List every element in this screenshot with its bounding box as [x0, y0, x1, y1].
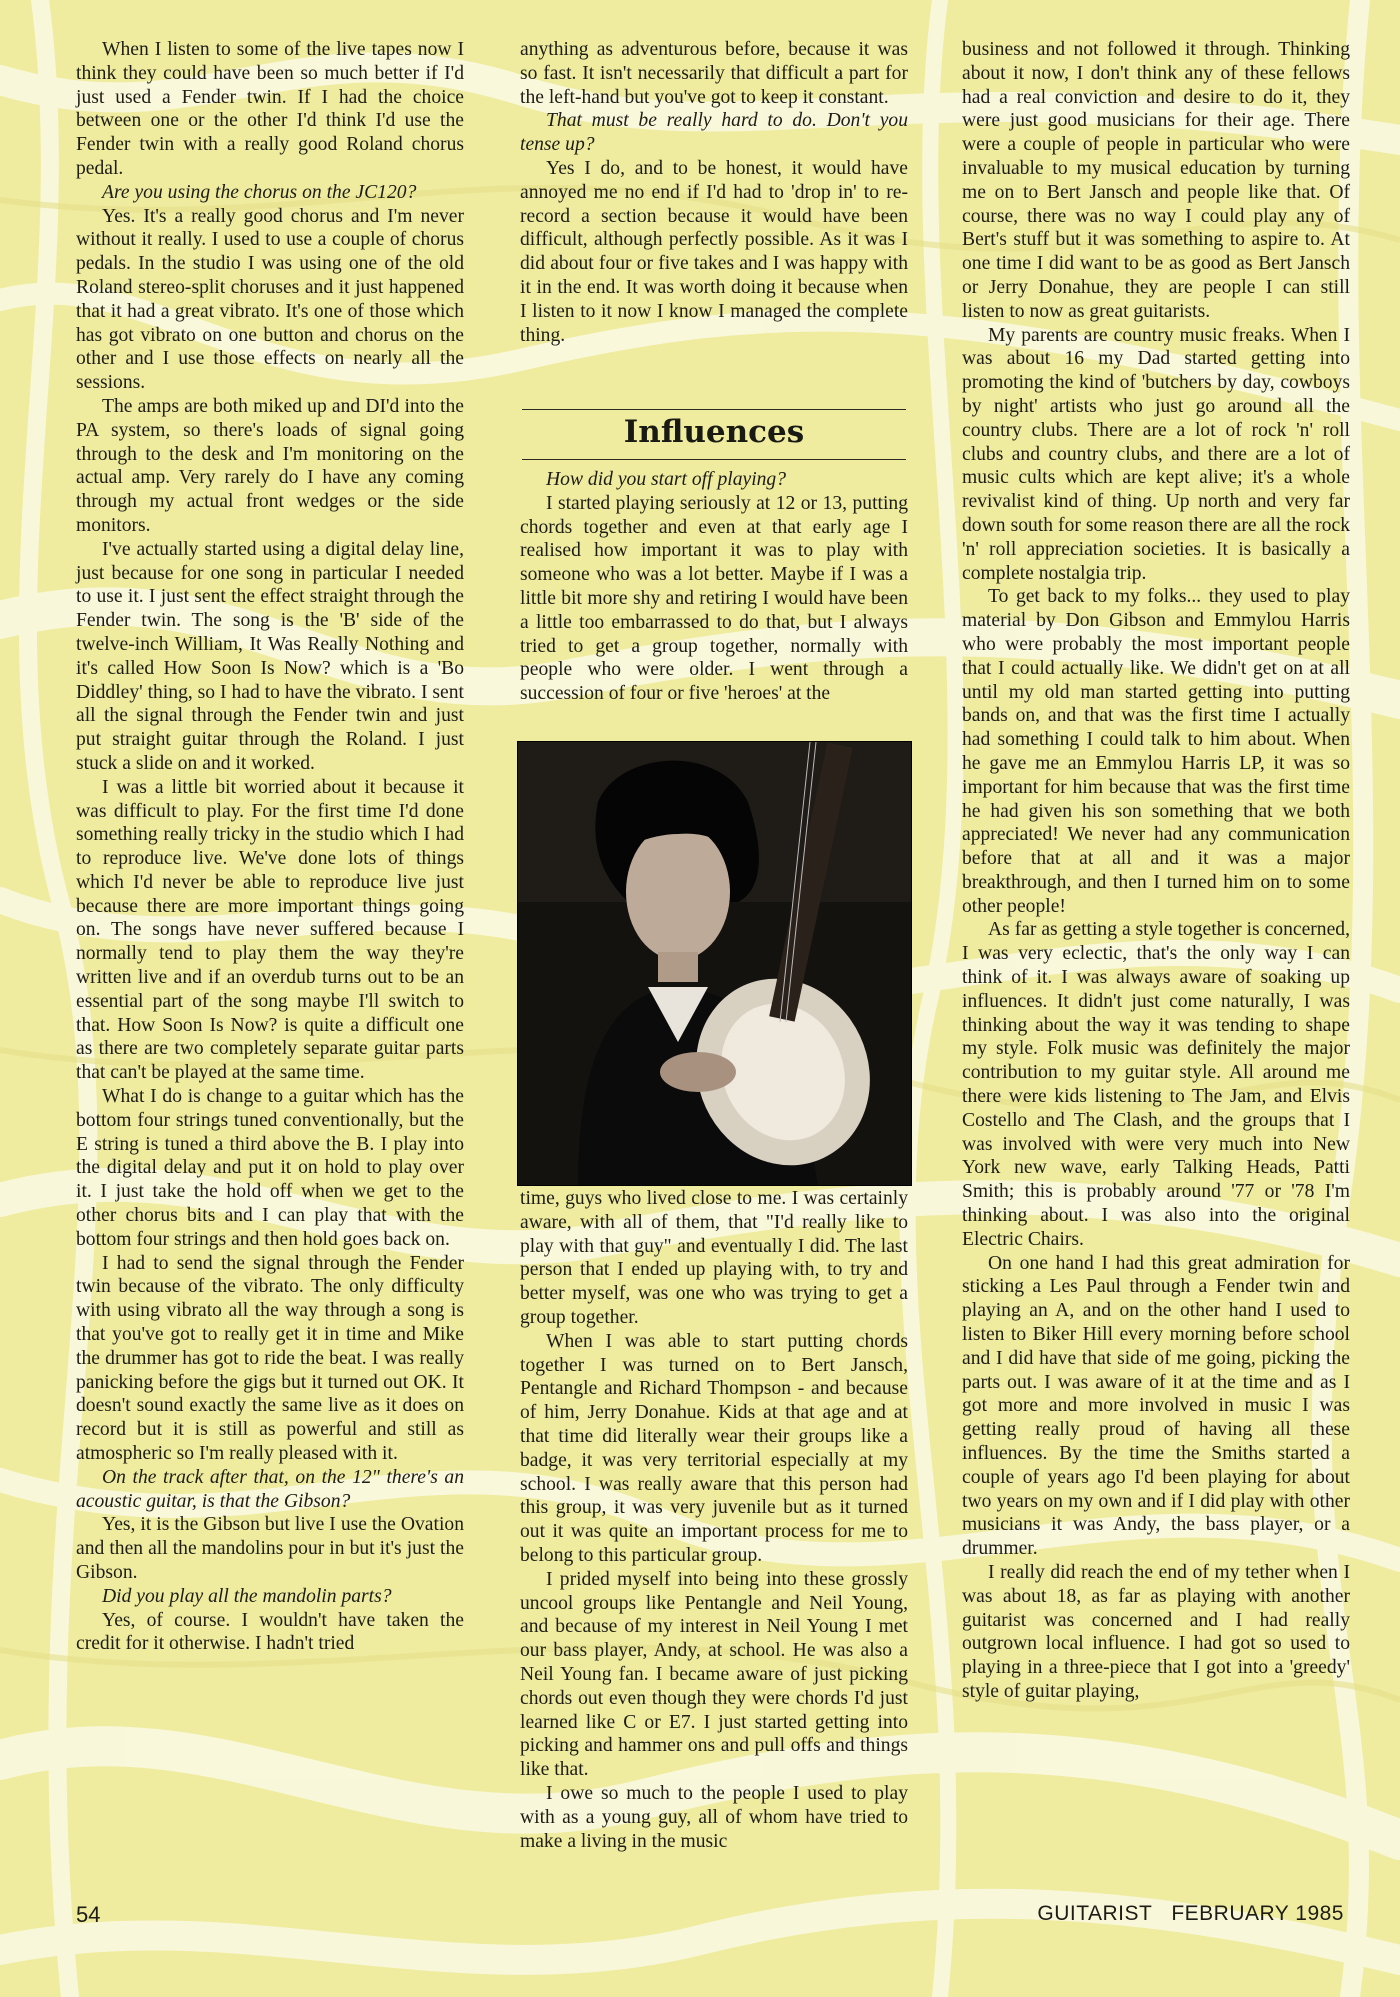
paragraph: I really did reach the end of my tether when I was about 18, as far as playing with another guitarist was concerned and I had really outgrown local influence. I had got so used to playing in a three-piece that I got into a 'greedy' style of guitar playing,	[962, 1562, 1350, 1702]
paragraph: Yes, it is the Gibson but live I use the Ovation and then all the mandolins pour in but it's just the Gibson.	[76, 1514, 464, 1583]
paragraph: The amps are both miked up and DI'd into the PA system, so there's loads of signal going through to the desk and I'm monitoring on the actual amp. Very rarely do I have any coming through my actual front wedges or the side monitors.	[76, 395, 464, 536]
section-heading: Influences	[623, 414, 805, 450]
paragraph: I prided myself into being into these grossly uncool groups like Pentangle and Neil Young, and because of my interest in Neil Young I met our bass player, Andy, at school. He was also a Neil Young fan. I became aware of just picking chords out even though they were chords I'd just learned like C or E7. I just started getting into picking and hammer ons and pull offs and things like that.	[520, 1568, 908, 1781]
column-2-bottom	[520, 1187, 908, 1853]
paragraph: Yes. It's a really good chorus and I'm never without it really. I used to use a couple of chorus pedals. In the studio I was using one of the old Roland stereo-split choruses and it just happened that it had a great vibrato. It's one of those which has got vibrato on one button and chorus on the other and I use those effects on nearly all the sessions.	[76, 205, 464, 394]
paragraph: As far as getting a style together is concerned, I was very eclectic, that's the only way I can think of it. I was always aware of soaking up influences. It didn't just come naturally, I was thinking about the way it was tending to shape my style. Folk music was definitely the major contribution to my guitar style. All around me there were kids listening to The Jam, and Elvis Costello and The Clash, and the groups that I was involved with were very much into New York new wave, early Talking Heads, Patti Smith; this is probably around '77 or '78 I'm thinking about. I was also into the original Electric Chairs.	[962, 919, 1350, 1250]
paragraph: I was a little bit worried about it because it was difficult to play. For the first time I'd done something really tricky in the studio which I had to reproduce live. We've done lots of things which I'd never be able to reproduce live just because there are more important things going on. The songs have never suffered because I normally tend to play them the way they're written live and if an overdub turns out to be an essential part of the song maybe I'll switch to that. How Soon Is Now? is quite a difficult one as there are two completely separate guitar parts that can't be played at the same time.	[76, 776, 464, 1084]
paragraph: My parents are country music freaks. When I was about 16 my Dad started getting into promoting the kind of 'butchers by day, cowboys by night' artists who just go around all the country clubs. There are a lot of rock 'n' roll clubs and country clubs, and there are a lot of music cults which are kept alive; it's a whole revivalist kind of thing. Up north and very far down south for some reason there are all the rock 'n' roll appreciation societies. It is basically a complete nostalgia trip.	[962, 324, 1350, 584]
paragraph: time, guys who lived close to me. I was certainly aware, with all of them, that "I'd really like to play with that guy" and eventually I did. The last person that I ended up playing with, to try and better myself, was one who was trying to get a group together.	[520, 1188, 908, 1328]
page-number: 54	[76, 1902, 101, 1927]
magazine-footer	[1037, 1902, 1344, 1926]
paragraph: I had to send the signal through the Fender twin because of the vibrato. The only difficulty with using vibrato all the way through a song is that you've got to really get it in time and Mike the drummer has got to ride the beat. I was really panicking before the gigs but it turned out OK. It doesn't sound exactly the same live as it does on record but it is still as powerful and still as atmospheric so I'm really pleased with it.	[76, 1252, 464, 1465]
interview-question: On the track after that, on the 12" there's an acoustic guitar, is that the Gibson?	[76, 1466, 464, 1512]
interview-question: Are you using the chorus on the JC120?	[102, 181, 417, 203]
magazine-name: GUITARIST	[1037, 1902, 1153, 1925]
paragraph: I owe so much to the people I used to play with as a young guy, all of whom have tried to make a living in the music	[520, 1782, 908, 1852]
column-1	[76, 38, 464, 1656]
paragraph: I've actually started using a digital delay line, just because for one song in particular I needed to use it. I just sent the effect straight through the Fender twin. The song is the 'B' side of the twelve-inch William, It Was Really Nothing and it's called How Soon Is Now? which is a 'Bo Diddley' thing, so I had to have the vibrato. I sent all the signal through the Fender twin and just put straight guitar through the Roland. I just stuck a slide on and it worked.	[76, 538, 464, 774]
paragraph: anything as adventurous before, because it was so fast. It isn't necessarily that difficult a part for the left-hand but you've got to keep it constant.	[520, 39, 908, 108]
interview-question: That must be really hard to do. Don't you tense up?	[520, 110, 908, 156]
paragraph: When I was able to start putting chords together I was turned on to Bert Jansch, Pentangle and Richard Thompson - and because of him, Jerry Donahue. Kids at that age and at that time did literally wear their groups like a badge, it was very territorial especially at my school. I was really aware that this person had this group, it was very juvenile but as it turned out it was quite an important process for me to belong to this particular group.	[520, 1330, 908, 1566]
paragraph: business and not followed it through. Thinking about it now, I don't think any of these fellows had a real conviction and desire to do it, they were just good musicians for their age. There were a couple of people in particular who were invaluable to my musical education by turning me on to Bert Jansch and people like that. Of course, there was no way I could play any of Bert's stuff but it was something to aspire to. At one time I did want to be as good as Bert Jansch or Jerry Donahue, they are people I can still listen to now as great guitarists.	[962, 39, 1350, 322]
paragraph: Yes I do, and to be honest, it would have annoyed me no end if I'd had to 'drop in' to re-record a section because it would have been difficult, although perfectly possible. As it was I did about four or five takes and I was happy with it in the end. It was worth doing it because when I listen to it now I know I managed the complete thing.	[520, 157, 908, 346]
column-3	[962, 38, 1350, 1704]
paragraph: Yes, of course. I wouldn't have taken the credit for it otherwise. I hadn't tried	[76, 1609, 464, 1655]
paragraph: What I do is change to a guitar which has the bottom four strings tuned conventionally, but the E string is tuned a third above the B. I play into the digital delay and put it on hold to play over it. I just take the hold off when we get to the other chorus bits and I can play that with the bottom four strings and then hold goes back on.	[76, 1086, 464, 1250]
paragraph: When I listen to some of the live tapes now I think they could have been so much better if I'd just used a Fender twin. If I had the choice between one or the other I'd think I'd use the Fender twin with a really good Roland chorus pedal.	[76, 39, 464, 179]
heading-bottom-rule	[522, 459, 906, 460]
interview-question: Did you play all the mandolin parts?	[102, 1585, 392, 1607]
guitarist-photo	[517, 741, 912, 1186]
issue-date: FEBRUARY 1985	[1171, 1902, 1344, 1925]
column-2-middle	[520, 468, 908, 706]
interview-question: How did you start off playing?	[546, 469, 787, 490]
column-2-top	[520, 38, 908, 347]
heading-top-rule	[522, 409, 906, 410]
paragraph: On one hand I had this great admiration for sticking a Les Paul through a Fender twin and playing an A, and on the other hand I used to listen to Biker Hill every morning before school and I did have that side of me going, picking the parts out. I was aware of it at the time and as I got more and more involved in music I was getting really proud of having all these influences. By the time the Smiths started a couple of years ago I'd been playing for about two years on my own and if I did play with other musicians it was Andy, the bass player, or a drummer.	[962, 1252, 1350, 1560]
paragraph: To get back to my folks... they used to play material by Don Gibson and Emmylou Harris who were probably the most important people that I could actually like. We didn't get on at all until my old man started getting into putting bands on, and that was the first time I actually had something I could talk to him about. When he gave me an Emmylou Harris LP, it was so important for him because that was the first time he had given his son something that we both appreciated! We never had any communication before that at all and it was a major breakthrough, and then I turned him on to some other people!	[962, 586, 1350, 917]
paragraph: I started playing seriously at 12 or 13, putting chords together and even at that early age I realised how important it was to play with someone who was a lot better. Maybe if I was a little bit more shy and retiring I would have been a little too embarrassed to do that, but I always tried to get a group together, normally with people who were older. I went through a succession of four or five 'heroes' at the	[520, 492, 908, 705]
